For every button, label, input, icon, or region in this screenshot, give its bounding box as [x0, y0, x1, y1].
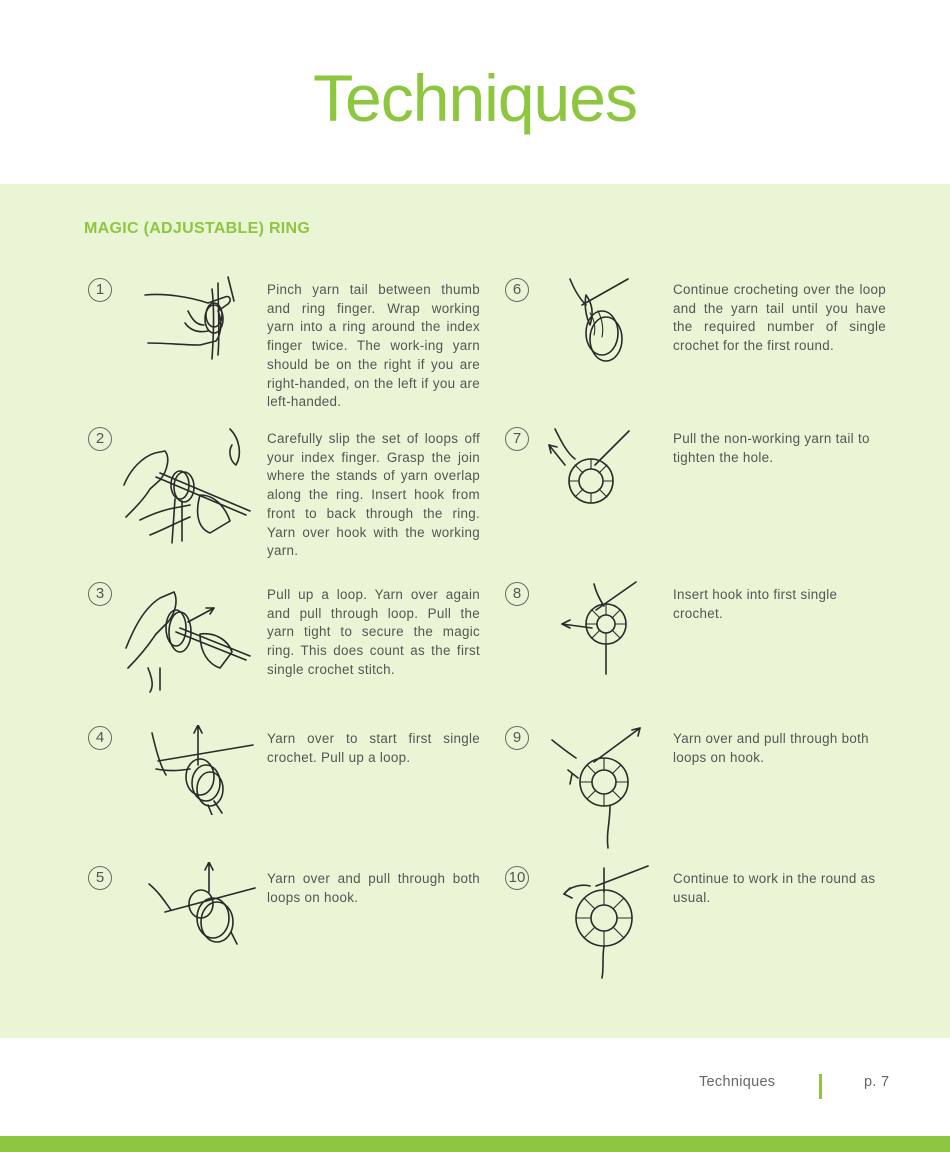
yarn-over-ring-icon [148, 725, 258, 815]
step-number: 8 [505, 582, 529, 606]
footer-title: Techniques [699, 1074, 776, 1090]
step-text: Insert hook into first single crochet. [673, 587, 838, 621]
step-text: Yarn over and pull through both loops on hook. [673, 731, 869, 765]
yarn-over-pull-through-icon [548, 722, 643, 850]
step-number: 9 [505, 726, 529, 750]
step-number: 2 [88, 427, 112, 451]
footer-bar [0, 1136, 950, 1152]
step-number: 5 [88, 866, 112, 890]
insert-hook-first-stitch-icon [560, 578, 640, 676]
step-text: Continue to work in the round as usual. [673, 871, 876, 905]
step-text: Pinch yarn tail between thumb and ring finger. Wrap working yarn into a ring around the index finger twice. The work-ing yarn should be on the right if you are right-handed, on the left if you are left-handed. [267, 282, 480, 410]
step-text: Carefully slip the set of loops off your index finger. Grasp the join where the stands of yarn overlap along the ring. Insert hook from front to back through the ring. Yarn over hook with the working yarn. [267, 431, 480, 559]
step-number: 7 [505, 427, 529, 451]
hook-inserted-through-ring-icon [120, 425, 255, 545]
step-number: 4 [88, 726, 112, 750]
step-number: 3 [88, 582, 112, 606]
step-text: Pull the non-working yarn tail to tighten the hole. [673, 431, 870, 465]
page-title: Techniques [313, 61, 637, 135]
hand-wrapping-yarn-around-finger-icon [140, 275, 245, 365]
step-number: 6 [505, 278, 529, 302]
step-text: Pull up a loop. Yarn over again and pull through loop. Pull the yarn tight to secure the magic ring. This does count as the first single crochet stitch. [267, 587, 480, 677]
page-number: p. 7 [864, 1074, 890, 1090]
step-number: 10 [505, 866, 529, 890]
step-text: Yarn over to start first single crochet. Pull up a loop. [267, 731, 480, 765]
tighten-ring-icon [545, 425, 635, 515]
pulling-up-loop-icon [120, 578, 255, 693]
footer-divider [819, 1074, 822, 1099]
step-text: Yarn over and pull through both loops on hook. [267, 871, 480, 905]
step-text: Continue crocheting over the loop and the yarn tail until you have the required number of single crochet for the first round. [673, 282, 886, 354]
section-title: MAGIC (ADJUSTABLE) RING [84, 220, 311, 237]
pull-through-both-loops-icon [145, 862, 260, 947]
step-number: 1 [88, 278, 112, 302]
continue-round-icon [560, 862, 650, 980]
crochet-over-loop-icon [560, 275, 635, 365]
